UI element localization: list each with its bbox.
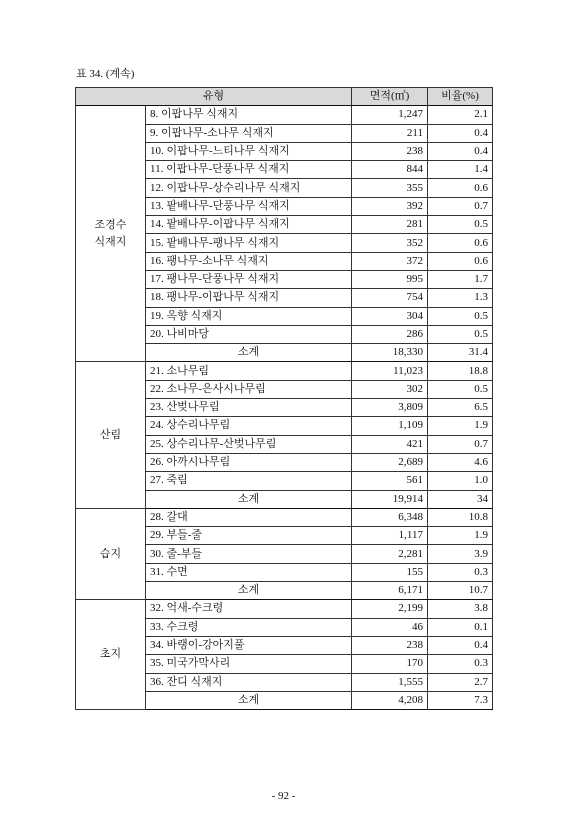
ratio-cell: 3.8 xyxy=(428,600,493,618)
ratio-cell: 0.6 xyxy=(428,234,493,252)
category-cell xyxy=(76,600,146,710)
type-name-cell: 27. 죽림 xyxy=(146,472,352,490)
ratio-cell: 0.4 xyxy=(428,636,493,654)
type-name-cell: 13. 팥배나무-단풍나무 식재지 xyxy=(146,197,352,215)
area-cell: 304 xyxy=(352,307,428,325)
area-cell: 754 xyxy=(352,289,428,307)
type-name-cell: 32. 억새-수크령 xyxy=(146,600,352,618)
category-cell xyxy=(76,508,146,599)
area-cell: 211 xyxy=(352,124,428,142)
type-name-cell: 21. 소나무림 xyxy=(146,362,352,380)
ratio-cell: 4.6 xyxy=(428,453,493,471)
area-cell: 155 xyxy=(352,563,428,581)
area-cell: 1,109 xyxy=(352,417,428,435)
ratio-cell: 0.5 xyxy=(428,325,493,343)
area-cell: 46 xyxy=(352,618,428,636)
subtotal-area: 18,330 xyxy=(352,344,428,362)
ratio-cell: 0.5 xyxy=(428,216,493,234)
ratio-cell: 6.5 xyxy=(428,399,493,417)
category-label: 조경수 xyxy=(94,218,127,231)
header-area: 면적(㎡) xyxy=(352,88,428,106)
ratio-cell: 0.5 xyxy=(428,380,493,398)
table-body xyxy=(76,106,493,710)
table-row xyxy=(76,362,493,380)
table-caption: 표 34. (계속) xyxy=(76,68,135,80)
subtotal-area: 19,914 xyxy=(352,490,428,508)
ratio-cell: 1.0 xyxy=(428,472,493,490)
area-cell: 286 xyxy=(352,325,428,343)
type-name-cell: 31. 수면 xyxy=(146,563,352,581)
subtotal-label: 소계 xyxy=(146,490,352,508)
area-cell: 6,348 xyxy=(352,508,428,526)
type-name-cell: 16. 팽나무-소나무 식재지 xyxy=(146,252,352,270)
type-name-cell: 9. 이팝나무-소나무 식재지 xyxy=(146,124,352,142)
table-header-row xyxy=(76,88,493,106)
ratio-cell: 1.4 xyxy=(428,161,493,179)
type-name-cell: 26. 아까시나무림 xyxy=(146,453,352,471)
ratio-cell: 0.5 xyxy=(428,307,493,325)
area-cell: 2,689 xyxy=(352,453,428,471)
area-cell: 561 xyxy=(352,472,428,490)
subtotal-label: 소계 xyxy=(146,691,352,709)
ratio-cell: 1.9 xyxy=(428,417,493,435)
area-cell: 392 xyxy=(352,197,428,215)
header-type: 유형 xyxy=(76,88,352,106)
type-name-cell: 35. 미국가막사리 xyxy=(146,655,352,673)
type-name-cell: 36. 잔디 식재지 xyxy=(146,673,352,691)
subtotal-ratio: 7.3 xyxy=(428,691,493,709)
type-name-cell: 25. 상수리나무-산벚나무림 xyxy=(146,435,352,453)
area-cell: 2,199 xyxy=(352,600,428,618)
subtotal-area: 6,171 xyxy=(352,582,428,600)
ratio-cell: 2.1 xyxy=(428,106,493,124)
type-name-cell: 24. 상수리나무림 xyxy=(146,417,352,435)
type-name-cell: 22. 소나무-은사시나무림 xyxy=(146,380,352,398)
type-name-cell: 11. 이팝나무-단풍나무 식재지 xyxy=(146,161,352,179)
area-cell: 844 xyxy=(352,161,428,179)
subtotal-ratio: 10.7 xyxy=(428,582,493,600)
area-cell: 421 xyxy=(352,435,428,453)
category-label: 습지 xyxy=(99,547,122,560)
ratio-cell: 2.7 xyxy=(428,673,493,691)
type-name-cell: 19. 옥향 식재지 xyxy=(146,307,352,325)
ratio-cell: 0.3 xyxy=(428,563,493,581)
ratio-cell: 1.9 xyxy=(428,527,493,545)
type-name-cell: 20. 나비마당 xyxy=(146,325,352,343)
type-name-cell: 14. 팥배나무-이팝나무 식재지 xyxy=(146,216,352,234)
type-name-cell: 12. 이팝나무-상수리나무 식재지 xyxy=(146,179,352,197)
subtotal-label: 소계 xyxy=(146,344,352,362)
area-cell: 1,555 xyxy=(352,673,428,691)
subtotal-ratio: 34 xyxy=(428,490,493,508)
type-name-cell: 17. 팽나무-단풍나무 식재지 xyxy=(146,270,352,288)
ratio-cell: 0.1 xyxy=(428,618,493,636)
area-cell: 1,117 xyxy=(352,527,428,545)
area-cell: 352 xyxy=(352,234,428,252)
type-name-cell: 28. 갈대 xyxy=(146,508,352,526)
table-row xyxy=(76,106,493,124)
vegetation-area-table xyxy=(75,87,493,710)
ratio-cell: 0.4 xyxy=(428,142,493,160)
area-cell: 302 xyxy=(352,380,428,398)
area-cell: 2,281 xyxy=(352,545,428,563)
ratio-cell: 0.7 xyxy=(428,435,493,453)
area-cell: 355 xyxy=(352,179,428,197)
subtotal-area: 4,208 xyxy=(352,691,428,709)
ratio-cell: 0.4 xyxy=(428,124,493,142)
ratio-cell: 1.3 xyxy=(428,289,493,307)
type-name-cell: 33. 수크령 xyxy=(146,618,352,636)
table-row xyxy=(76,508,493,526)
subtotal-label: 소계 xyxy=(146,582,352,600)
area-cell: 170 xyxy=(352,655,428,673)
type-name-cell: 34. 바랭이-강아지풀 xyxy=(146,636,352,654)
category-label: 초지 xyxy=(99,648,122,661)
ratio-cell: 10.8 xyxy=(428,508,493,526)
area-cell: 281 xyxy=(352,216,428,234)
ratio-cell: 18.8 xyxy=(428,362,493,380)
page-number: - 92 - xyxy=(271,790,296,802)
ratio-cell: 0.6 xyxy=(428,179,493,197)
header-ratio: 비율(%) xyxy=(428,88,493,106)
subtotal-ratio: 31.4 xyxy=(428,344,493,362)
category-label: 식재지 xyxy=(94,235,127,248)
type-name-cell: 8. 이팝나무 식재지 xyxy=(146,106,352,124)
category-cell xyxy=(76,362,146,508)
type-name-cell: 29. 부들-줄 xyxy=(146,527,352,545)
ratio-cell: 0.6 xyxy=(428,252,493,270)
type-name-cell: 15. 팥배나무-팽나무 식재지 xyxy=(146,234,352,252)
area-cell: 3,809 xyxy=(352,399,428,417)
ratio-cell: 3.9 xyxy=(428,545,493,563)
type-name-cell: 30. 줄-부들 xyxy=(146,545,352,563)
type-name-cell: 10. 이팝나무-느티나무 식재지 xyxy=(146,142,352,160)
area-cell: 11,023 xyxy=(352,362,428,380)
ratio-cell: 0.3 xyxy=(428,655,493,673)
table-row xyxy=(76,600,493,618)
area-cell: 372 xyxy=(352,252,428,270)
ratio-cell: 0.7 xyxy=(428,197,493,215)
area-cell: 1,247 xyxy=(352,106,428,124)
area-cell: 238 xyxy=(352,636,428,654)
area-cell: 995 xyxy=(352,270,428,288)
type-name-cell: 23. 산벚나무림 xyxy=(146,399,352,417)
category-cell xyxy=(76,106,146,362)
category-label: 산림 xyxy=(99,428,122,441)
ratio-cell: 1.7 xyxy=(428,270,493,288)
area-cell: 238 xyxy=(352,142,428,160)
type-name-cell: 18. 팽나무-이팝나무 식재지 xyxy=(146,289,352,307)
